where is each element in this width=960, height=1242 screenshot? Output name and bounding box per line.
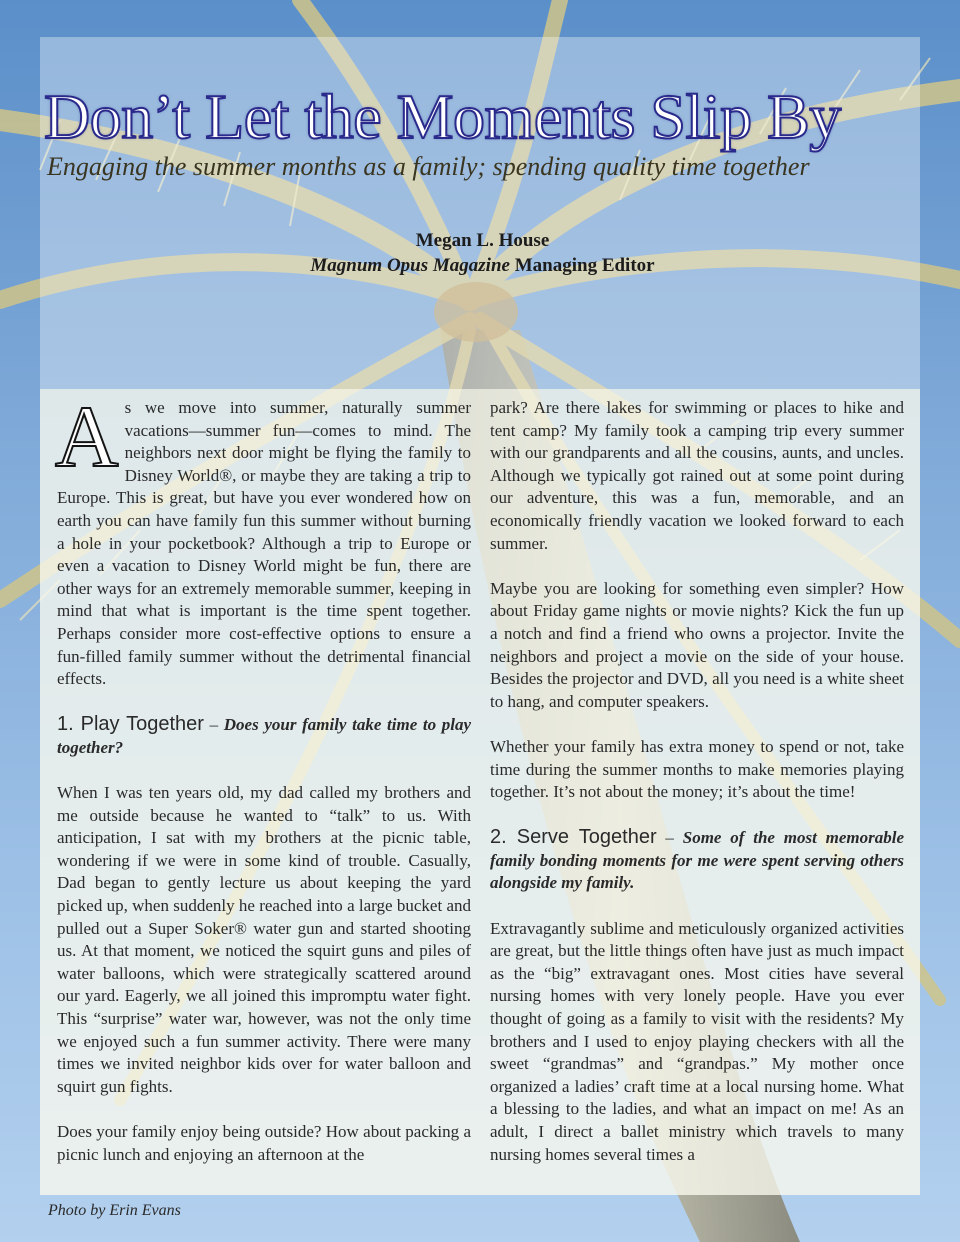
intro-text: s we move into summer, naturally summer vacations—summer fun—comes to mind. The neighbors next door might be flying the family to Disney World®, or maybe they are taking a trip to Europe. This is great, but have you ever wondered how on earth you can have family fun this summer without burning a hole in your pocketbook? Although a trip to Europe or even a vacation to Disney World might be fun, there are other ways for an extremely memorable summer, keeping in mind that what is important is the time spent together. Perhaps consider more cost-effective options to ensure a fun-filled family summer without the detrimental financial effects. (57, 398, 471, 689)
byline (40, 228, 925, 278)
left-column (55, 389, 472, 1189)
magazine-name: Magnum Opus Magazine (310, 255, 510, 276)
article-subtitle: Engaging the summer months as a family; spending quality time together (47, 152, 810, 181)
section-title: 1. Play Together (57, 713, 204, 736)
section-heading-serve: 2. Serve Together – Some of the most memorable family bonding moments for me were spent serving others alongside my family. (490, 826, 904, 893)
role-title: Managing Editor (509, 255, 655, 276)
article-title: Don’t Let the Moments Slip By (44, 81, 841, 152)
body-paragraph: Does your family enjoy being outside? How about packing a picnic lunch and enjoying an afternoon at the (57, 1122, 471, 1164)
photo-credit: Photo by Erin Evans (48, 1202, 181, 1219)
body-paragraph: Extravagantly sublime and meticulously organized activities are great, but the little things often have just as much impact as the “big” extravagant ones. Most cities have several nursing homes with very lonely people. Have you ever thought of going as a family to visit with the residents? My brothers and I used to enjoy playing checkers with all the sweet “grandmas” and “grandpas.” My mother once organized a ladies’ craft time at a local nursing home. What a blessing to the ladies, and what an impact on me! As an adult, I direct a ballet ministry which travels to many nursing homes several times a (490, 918, 904, 1164)
author-role (40, 253, 925, 278)
body-paragraph: Maybe you are looking for something even simpler? How about Friday game nights or movie nights? Kick the fun up a notch and find a friend who owns a projector. Invite the neighbors and project a movie on the side of your house. Besides the projector and DVD, all you need is a white sheet to hang, and computer speakers. (490, 578, 904, 711)
section-question: Some of the most memorable family bonding moments for me were spent serving others alongside my family. (490, 828, 904, 893)
section-heading-play: 1. Play Together – Does your family take time to play together? (57, 713, 472, 757)
section-question: Does your family take time to play together? (57, 715, 472, 757)
author-name: Megan L. House (415, 230, 550, 251)
body-paragraph: Whether your family has extra money to spend or not, take time during the summer months to make memories playing together. It’s not about the money; it’s about the time! (490, 736, 904, 802)
intro-paragraph (55, 389, 471, 691)
right-column (490, 397, 904, 1189)
section-title: 2. Serve Together (490, 826, 657, 849)
drop-cap: A (55, 389, 119, 486)
body-paragraph: park? Are there lakes for swimming or places to hike and tent camp? My family took a camping trip every summer with our grandparents and all the cousins, aunts, and uncles. Although we typically got rained out at some point during our adventure, this was a fun, memorable, and an economically friendly vacation we looked forward to each summer. (490, 398, 904, 553)
body-paragraph: When I was ten years old, my dad called my brothers and me outside because he wanted to “talk” to us. With anticipation, I sat with my brothers at the picnic table, wondering if we were in some kind of trouble. Casually, Dad began to gently lecture us about keeping the yard picked up, when suddenly he reached into a large bucket and pulled out a Super Soker® water gun and started shooting us. At that moment, we noticed the squirt guns and piles of water balloons, which were strategically scattered around our yard. Eagerly, we all joined this impromptu water fight. This “surprise” water war, however, was not the only time we enjoyed such a fun summer activity. There were many times we invited neighbor kids over for water balloon and squirt gun fights. (57, 783, 471, 1096)
